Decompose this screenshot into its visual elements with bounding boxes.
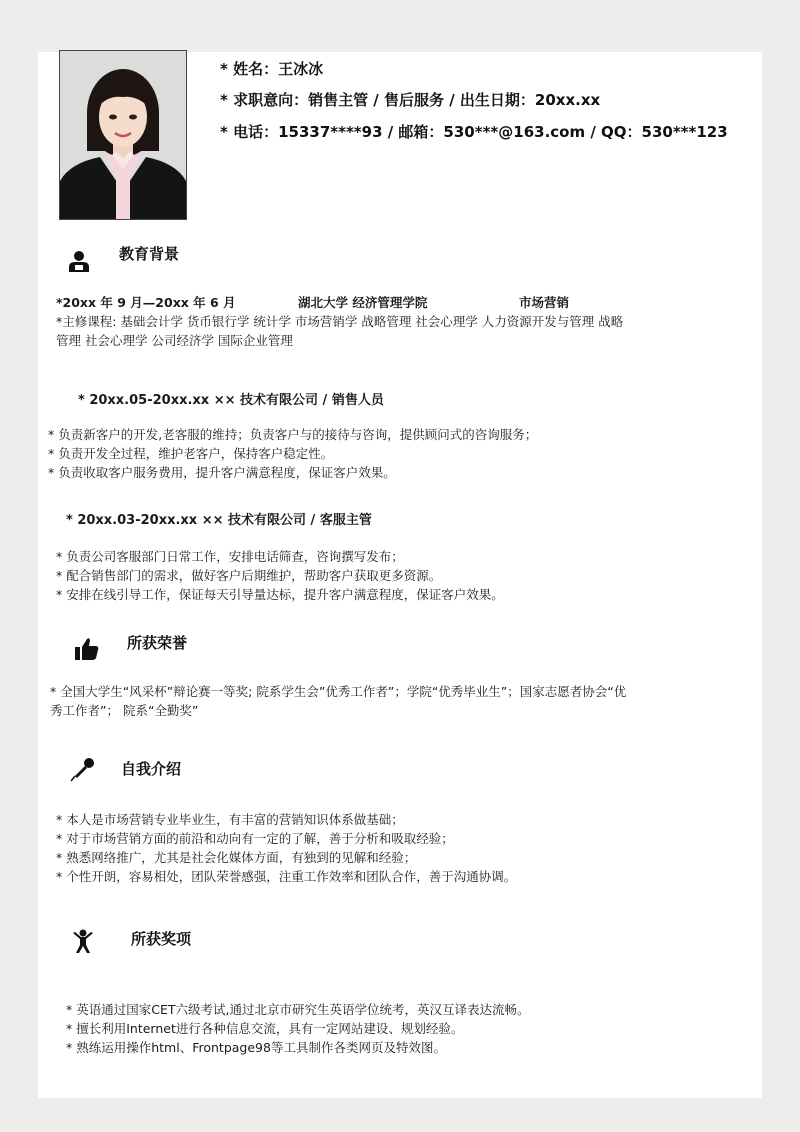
name-line: * 姓名：王冰冰 [220,60,324,78]
awards-item: * 熟练运用操作html、Frontpage98等工具制作各类网页及特效图。 [66,1040,446,1055]
job-intent-line: * 求职意向：销售主管 / 售后服务 / 出生日期：20xx.xx [220,91,601,109]
work2-item: * 负责公司客服部门日常工作，安排电话筛查，咨询撰写发布； [56,549,404,564]
education-courses-line1: *主修课程: 基础会计学 货币银行学 统计学 市场营销学 战略管理 社会心理学 人力资源开发与管理 战略 [56,314,624,329]
work2-item: * 安排在线引导工作，保证每天引导量达标，提升客户满意程度，保证客户效果。 [56,587,504,602]
graduate-icon [66,248,92,274]
education-title: 教育背景 [119,245,180,263]
awards-item: * 英语通过国家CET六级考试,通过北京市研究生英语学位统考，英汉互译表达流畅。 [66,1002,530,1017]
intro-item: * 本人是市场营销专业毕业生，有丰富的营销知识体系做基础； [56,812,404,827]
education-school: 湖北大学 经济管理学院 [298,295,428,310]
honors-line2: 秀工作者”； 院系“全勤奖” [50,703,199,718]
work1-header: * 20xx.05-20xx.xx ×× 技术有限公司 / 销售人员 [78,393,384,408]
awards-title: 所获奖项 [131,930,192,948]
honors-line1: * 全国大学生“风采杯”辩论赛一等奖; 院系学生会”优秀工作者”；学院“优秀毕业生”；国家志愿者协会“优 [50,684,627,699]
honors-title: 所获荣誉 [127,634,188,652]
intro-item: * 熟悉网络推广，尤其是社会化媒体方面，有独到的见解和经验； [56,850,417,865]
work1-item: * 负责开发全过程，维护老客户，保持客户稳定性。 [48,446,334,461]
contact-line: * 电话：15337****93 / 邮箱：530***@163.com / QQ：530***123 [220,123,728,141]
education-period: *20xx 年 9 月—20xx 年 6 月 [56,295,236,310]
awards-item: * 擅长利用Internet进行各种信息交流，具有一定网站建设、规划经验。 [66,1021,464,1036]
intro-item: * 对于市场营销方面的前沿和动向有一定的了解，善于分析和吸取经验； [56,831,454,846]
intro-title: 自我介绍 [121,760,182,778]
portrait-image [60,51,186,219]
microphone-icon [70,756,96,782]
work1-item: * 负责收取客户服务费用，提升客户满意程度，保证客户效果。 [48,465,396,480]
intro-item: * 个性开朗，容易相处，团队荣誉感强，注重工作效率和团队合作，善于沟通协调。 [56,869,517,884]
work2-header: * 20xx.03-20xx.xx ×× 技术有限公司 / 客服主管 [66,513,372,528]
profile-photo [59,50,187,220]
thumbs-up-icon [74,636,100,662]
education-courses-line2: 管理 社会心理学 公司经济学 国际企业管理 [56,333,293,348]
education-major: 市场营销 [519,295,570,310]
work1-item: * 负责新客户的开发,老客服的维持；负责客户与的接待与咨询，提供顾问式的咨询服务； [48,427,538,442]
work2-item: * 配合销售部门的需求，做好客户后期维护，帮助客户获取更多资源。 [56,568,442,583]
person-cheer-icon [70,928,96,954]
